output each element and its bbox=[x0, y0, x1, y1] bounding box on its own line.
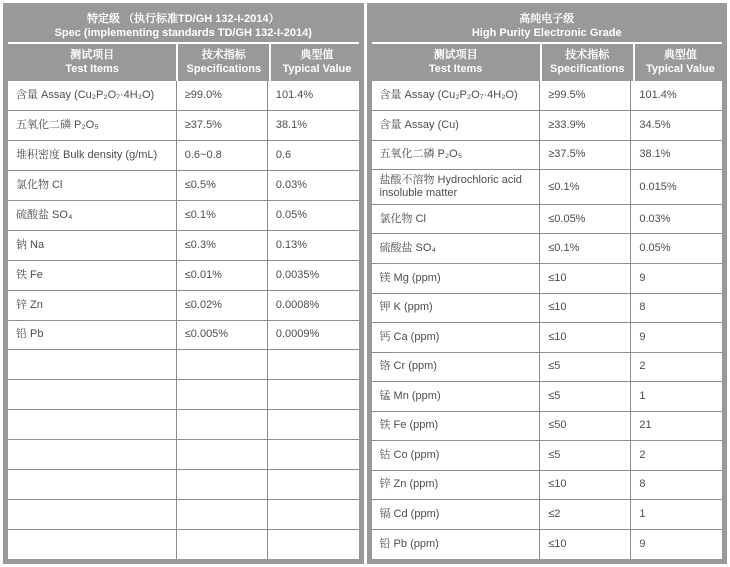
cell-specification: ≤0.02% bbox=[176, 290, 267, 320]
cell-test-item: 氯化物 Cl bbox=[372, 204, 540, 234]
cell-test-item: 钠 Na bbox=[8, 230, 176, 260]
cell-typical-value bbox=[267, 499, 358, 529]
column-headers bbox=[8, 44, 359, 81]
cell-typical-value: 0.13% bbox=[267, 230, 358, 260]
grade-title-cn: 特定级 （执行标准TD/GH 132-I-2014） bbox=[86, 13, 280, 25]
cell-specification: ≤0.1% bbox=[540, 234, 631, 264]
grade-title-cn: 高纯电子级 bbox=[519, 13, 575, 25]
cell-test-item bbox=[8, 529, 176, 559]
cell-typical-value: 9 bbox=[631, 323, 722, 353]
cell-specification: ≤50 bbox=[540, 411, 631, 441]
cell-test-item: 铁 Fe (ppm) bbox=[372, 411, 540, 441]
table-row bbox=[8, 440, 359, 470]
col-header-cn: 技术指标 bbox=[201, 49, 246, 61]
cell-specification: ≤0.1% bbox=[540, 170, 631, 205]
high-purity-table-body bbox=[372, 81, 723, 559]
cell-specification bbox=[176, 469, 267, 499]
cell-test-item: 铅 Pb bbox=[8, 320, 176, 350]
cell-test-item: 钾 K (ppm) bbox=[372, 293, 540, 323]
cell-test-item: 锌 Zn bbox=[8, 290, 176, 320]
table-row bbox=[8, 230, 359, 260]
table-row bbox=[8, 350, 359, 380]
cell-test-item: 铅 Pb (ppm) bbox=[372, 529, 540, 559]
table-row bbox=[372, 170, 723, 205]
cell-typical-value: 21 bbox=[631, 411, 722, 441]
spec-table-body bbox=[8, 81, 359, 559]
table-row bbox=[372, 382, 723, 412]
table-row bbox=[372, 234, 723, 264]
cell-typical-value bbox=[267, 440, 358, 470]
cell-typical-value: 1 bbox=[631, 500, 722, 530]
grade-title-spec bbox=[8, 8, 359, 44]
table-row bbox=[372, 441, 723, 471]
cell-specification: ≤0.01% bbox=[176, 260, 267, 290]
table-row bbox=[8, 290, 359, 320]
cell-typical-value: 0.05% bbox=[267, 201, 358, 231]
cell-typical-value: 34.5% bbox=[631, 111, 722, 141]
table-row bbox=[8, 171, 359, 201]
cell-specification: ≤10 bbox=[540, 470, 631, 500]
col-header-en: Test Items bbox=[65, 63, 119, 75]
cell-test-item: 五氧化二磷 P₂O₅ bbox=[8, 111, 176, 141]
cell-test-item bbox=[8, 410, 176, 440]
cell-specification bbox=[176, 350, 267, 380]
cell-typical-value: 0.015% bbox=[631, 170, 722, 205]
cell-test-item: 钴 Co (ppm) bbox=[372, 441, 540, 471]
col-header-specifications bbox=[178, 44, 269, 81]
cell-typical-value: 8 bbox=[631, 293, 722, 323]
table-row bbox=[8, 320, 359, 350]
high-purity-table-wrap bbox=[372, 81, 723, 559]
table-row bbox=[8, 81, 359, 111]
table-row bbox=[372, 411, 723, 441]
table-row bbox=[372, 204, 723, 234]
col-header-typical-value bbox=[271, 44, 362, 81]
cell-specification: ≤0.3% bbox=[176, 230, 267, 260]
cell-test-item: 五氧化二磷 P₂O₅ bbox=[372, 140, 540, 170]
cell-typical-value: 8 bbox=[631, 470, 722, 500]
cell-specification bbox=[176, 529, 267, 559]
table-row bbox=[8, 201, 359, 231]
col-header-en: Test Items bbox=[428, 63, 483, 75]
cell-test-item: 堆积密度 Bulk density (g/mL) bbox=[8, 141, 176, 171]
table-row bbox=[372, 352, 723, 382]
grade-title-en: Spec (implementing standards TD/GH 132-I-2014) bbox=[54, 27, 312, 39]
table-row bbox=[8, 499, 359, 529]
cell-specification: ≤10 bbox=[540, 529, 631, 559]
cell-typical-value: 38.1% bbox=[267, 111, 358, 141]
table-row bbox=[8, 410, 359, 440]
table-row bbox=[8, 141, 359, 171]
cell-test-item: 硫酸盐 SO₄ bbox=[8, 201, 176, 231]
cell-test-item: 硫酸盐 SO₄ bbox=[372, 234, 540, 264]
cell-typical-value: 0.0008% bbox=[267, 290, 358, 320]
col-header-en: Specifications bbox=[186, 63, 262, 75]
cell-specification: ≤5 bbox=[540, 352, 631, 382]
cell-specification: ≥37.5% bbox=[540, 140, 631, 170]
table-row bbox=[372, 111, 723, 141]
cell-specification: ≤0.05% bbox=[540, 204, 631, 234]
cell-specification: ≤10 bbox=[540, 293, 631, 323]
table-row bbox=[8, 529, 359, 559]
grade-section-high-purity bbox=[367, 3, 728, 564]
col-header-test-items bbox=[372, 44, 540, 81]
cell-specification bbox=[176, 380, 267, 410]
cell-test-item: 钙 Ca (ppm) bbox=[372, 323, 540, 353]
cell-typical-value bbox=[267, 380, 358, 410]
cell-specification: ≥37.5% bbox=[176, 111, 267, 141]
cell-test-item: 含量 Assay (Cu₂P₂O₇·4H₂O) bbox=[16, 89, 155, 102]
cell-specification: ≤0.5% bbox=[176, 171, 267, 201]
cell-typical-value bbox=[267, 529, 358, 559]
cell-test-item bbox=[8, 380, 176, 410]
cell-test-item: 氯化物 Cl bbox=[8, 171, 176, 201]
col-header-cn: 测试项目 bbox=[70, 49, 115, 61]
spec-table bbox=[8, 81, 359, 559]
cell-typical-value bbox=[267, 469, 358, 499]
col-header-test-items bbox=[8, 44, 176, 81]
cell-test-item bbox=[8, 350, 176, 380]
cell-test-item: 含量 Assay (Cu₂P₂O₇·4H₂O) bbox=[379, 89, 518, 102]
col-header-en: Typical Value bbox=[645, 63, 715, 75]
col-header-cn: 测试项目 bbox=[433, 49, 478, 61]
table-row bbox=[372, 263, 723, 293]
cell-specification bbox=[176, 499, 267, 529]
spec-table-wrap bbox=[8, 81, 359, 559]
cell-typical-value: 0.03% bbox=[267, 171, 358, 201]
table-row bbox=[372, 529, 723, 559]
cell-typical-value: 0.0009% bbox=[267, 320, 358, 350]
cell-test-item bbox=[8, 440, 176, 470]
table-row bbox=[372, 140, 723, 170]
column-headers bbox=[372, 44, 723, 81]
cell-typical-value: 2 bbox=[631, 441, 722, 471]
cell-specification: ≥99.5% bbox=[540, 81, 631, 111]
cell-test-item: 锌 Zn (ppm) bbox=[372, 470, 540, 500]
high-purity-table bbox=[372, 81, 723, 559]
cell-typical-value bbox=[267, 350, 358, 380]
col-header-cn: 技术指标 bbox=[565, 49, 610, 61]
cell-typical-value: 0.05% bbox=[631, 234, 722, 264]
cell-test-item: 锰 Mn (ppm) bbox=[372, 382, 540, 412]
table-row bbox=[372, 293, 723, 323]
cell-test-item: 铬 Cr (ppm) bbox=[372, 352, 540, 382]
cell-test-item: 含量 Assay (Cu) bbox=[372, 111, 540, 141]
col-header-en: Typical Value bbox=[282, 63, 352, 75]
cell-typical-value: 0.0035% bbox=[267, 260, 358, 290]
cell-specification: ≥99.0% bbox=[176, 81, 267, 111]
cell-typical-value bbox=[267, 410, 358, 440]
cell-test-item: 镁 Mg (ppm) bbox=[372, 263, 540, 293]
cell-test-item bbox=[8, 469, 176, 499]
cell-typical-value: 9 bbox=[631, 529, 722, 559]
table-row bbox=[8, 380, 359, 410]
cell-specification: ≤10 bbox=[540, 263, 631, 293]
col-header-specifications bbox=[542, 44, 633, 81]
table-row bbox=[8, 111, 359, 141]
cell-test-item: 镉 Cd (ppm) bbox=[372, 500, 540, 530]
cell-specification: ≤0.005% bbox=[176, 320, 267, 350]
cell-specification: ≤0.1% bbox=[176, 201, 267, 231]
cell-typical-value: 101.4% bbox=[631, 81, 722, 111]
cell-specification: ≥33.9% bbox=[540, 111, 631, 141]
cell-typical-value: 0.03% bbox=[631, 204, 722, 234]
table-row bbox=[8, 469, 359, 499]
table-row bbox=[372, 81, 723, 111]
cell-typical-value: 101.4% bbox=[267, 81, 358, 111]
grade-title-en: High Purity Electronic Grade bbox=[471, 27, 622, 39]
cell-typical-value: 0.6 bbox=[267, 141, 358, 171]
col-header-cn: 典型值 bbox=[300, 49, 334, 61]
grade-title-high-purity bbox=[372, 8, 723, 44]
cell-specification: 0.6~0.8 bbox=[176, 141, 267, 171]
cell-typical-value: 1 bbox=[631, 382, 722, 412]
cell-specification bbox=[176, 440, 267, 470]
col-header-en: Specifications bbox=[550, 63, 625, 75]
cell-specification: ≤2 bbox=[540, 500, 631, 530]
cell-specification bbox=[176, 410, 267, 440]
table-row bbox=[372, 323, 723, 353]
cell-test-item bbox=[8, 499, 176, 529]
col-header-cn: 典型值 bbox=[663, 49, 697, 61]
table-row bbox=[372, 470, 723, 500]
cell-typical-value: 9 bbox=[631, 263, 722, 293]
cell-test-item: 盐酸不溶物 Hydrochloric acid insoluble matter bbox=[372, 170, 540, 205]
cell-typical-value: 38.1% bbox=[631, 140, 722, 170]
grade-section-spec bbox=[3, 3, 364, 564]
cell-specification: ≤5 bbox=[540, 441, 631, 471]
cell-typical-value: 2 bbox=[631, 352, 722, 382]
cell-specification: ≤10 bbox=[540, 323, 631, 353]
cell-specification: ≤5 bbox=[540, 382, 631, 412]
cell-test-item: 铁 Fe bbox=[8, 260, 176, 290]
table-row bbox=[372, 500, 723, 530]
table-row bbox=[8, 260, 359, 290]
col-header-typical-value bbox=[635, 44, 726, 81]
